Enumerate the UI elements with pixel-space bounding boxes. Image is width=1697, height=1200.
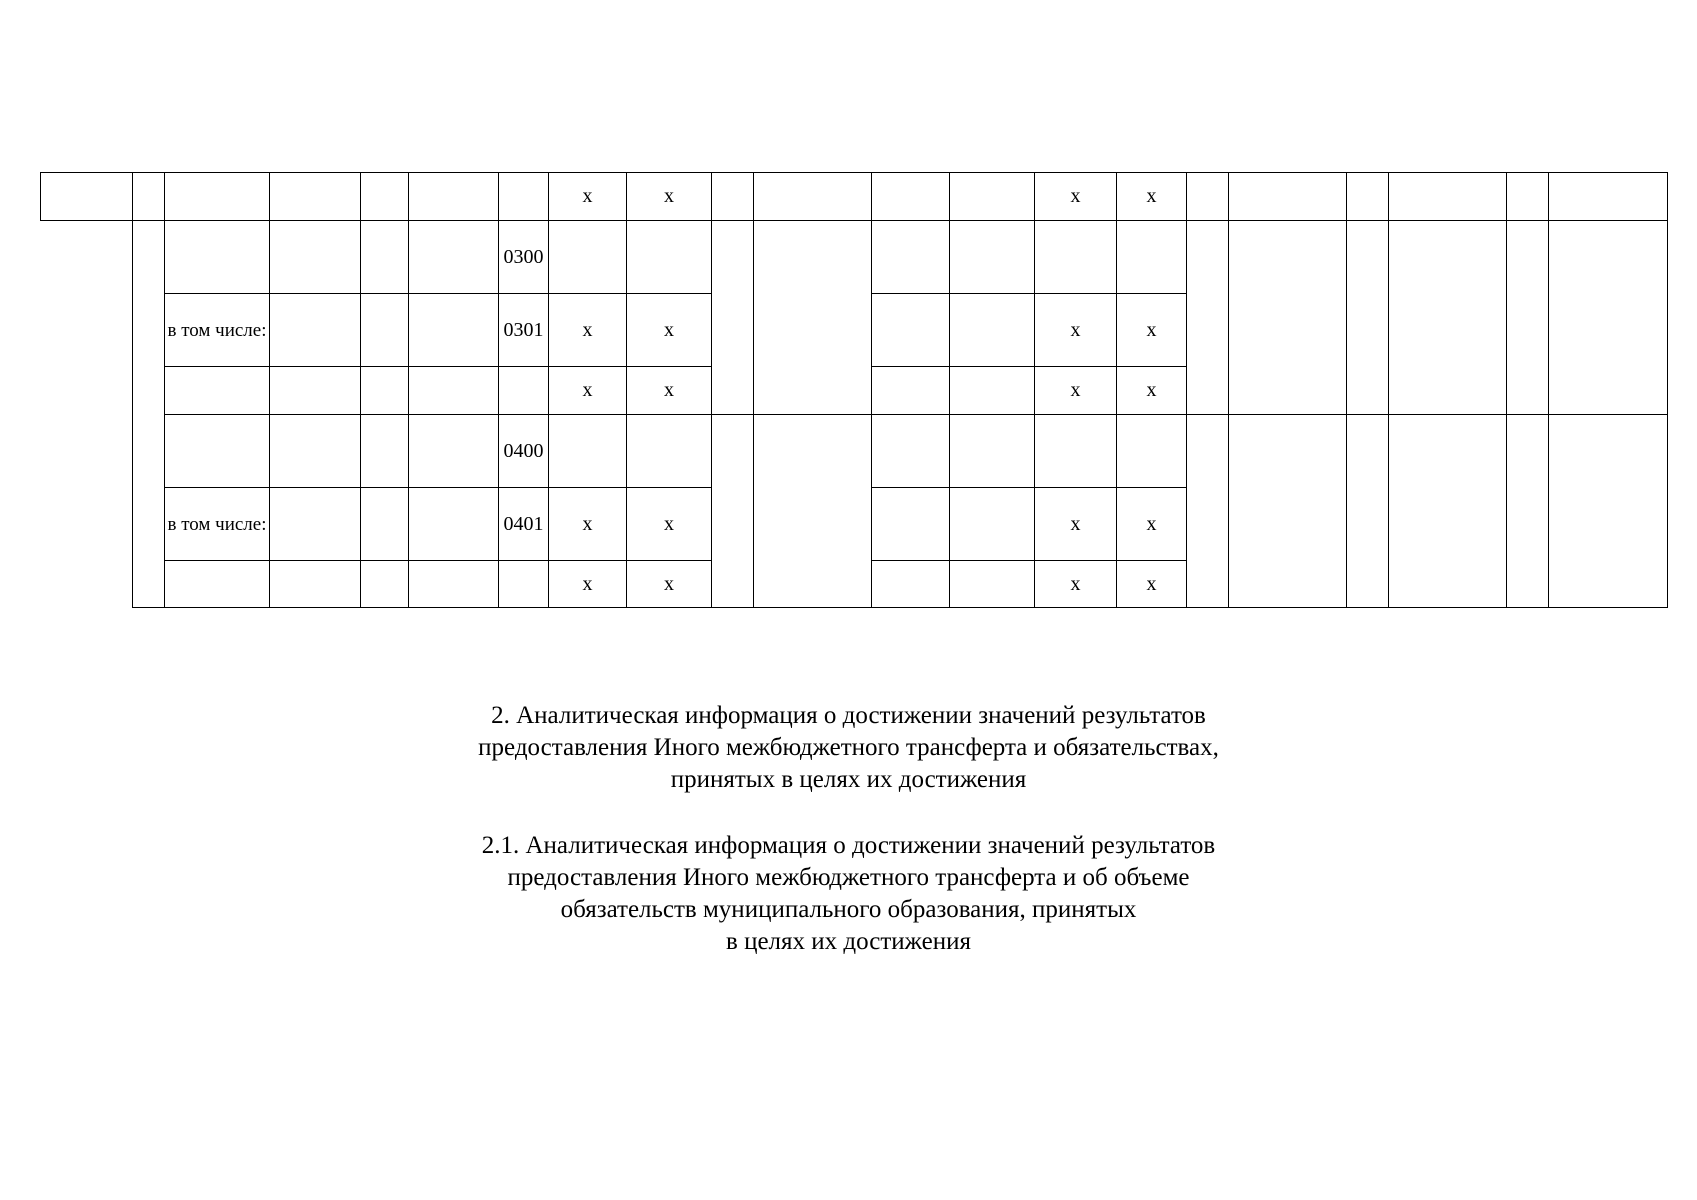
row-code-cell: 0401 [499, 488, 549, 561]
table-cell [1187, 173, 1229, 221]
table-cell [409, 221, 499, 294]
table-cell [872, 488, 950, 561]
x-cell: x [1117, 294, 1187, 367]
table-cell [1549, 221, 1668, 415]
table-cell [409, 367, 499, 415]
table-cell [950, 221, 1035, 294]
table-cell [1035, 415, 1117, 488]
table-cell [361, 294, 409, 367]
table-cell [1389, 415, 1507, 608]
table-cell [712, 173, 754, 221]
x-cell: x [1035, 561, 1117, 608]
table-cell [950, 561, 1035, 608]
row-code-cell: 0301 [499, 294, 549, 367]
table-cell [1347, 173, 1389, 221]
table-cell [872, 561, 950, 608]
heading-line: обязательств муниципального образования, принятых [560, 896, 1137, 923]
table-cell [165, 415, 270, 488]
section-2-1-heading [0, 830, 1697, 958]
table-cell [270, 173, 361, 221]
table-cell [409, 561, 499, 608]
table-cell [712, 221, 754, 415]
table-cell [1187, 221, 1229, 415]
table-cell [754, 415, 872, 608]
x-cell: x [1117, 367, 1187, 415]
table-cell [361, 221, 409, 294]
table-row [41, 221, 1668, 294]
x-cell: x [1117, 561, 1187, 608]
table-cell [754, 173, 872, 221]
x-cell: x [549, 294, 627, 367]
table-cell [549, 221, 627, 294]
x-cell: x [1035, 294, 1117, 367]
x-cell: x [627, 488, 712, 561]
table-cell [1229, 173, 1347, 221]
table-cell [133, 173, 165, 221]
table-cell [165, 221, 270, 294]
row-code-cell: 0400 [499, 415, 549, 488]
table-cell [270, 561, 361, 608]
x-cell: x [549, 561, 627, 608]
table-cell [409, 415, 499, 488]
table-cell [627, 221, 712, 294]
x-cell: x [627, 294, 712, 367]
including-label: в том числе: [165, 488, 270, 561]
table-cell [549, 415, 627, 488]
table-cell [872, 294, 950, 367]
table-cell [409, 294, 499, 367]
table-cell [754, 221, 872, 415]
table-cell [165, 173, 270, 221]
table-cell [499, 561, 549, 608]
table-cell [1187, 415, 1229, 608]
table-cell [409, 173, 499, 221]
section-2-heading [0, 700, 1697, 796]
table-cell [270, 488, 361, 561]
table-cell [1389, 221, 1507, 415]
table-cell [41, 221, 133, 608]
x-cell: x [549, 488, 627, 561]
table-row [41, 173, 1668, 221]
table-cell [165, 561, 270, 608]
x-cell: x [1035, 367, 1117, 415]
table-cell [1507, 173, 1549, 221]
table-cell [872, 415, 950, 488]
table-cell [712, 415, 754, 608]
heading-line: принятых в целях их достижения [670, 766, 1027, 793]
table-cell [409, 488, 499, 561]
table-cell: x [1117, 173, 1187, 221]
including-label: в том числе: [165, 294, 270, 367]
table-cell [270, 367, 361, 415]
table-cell [361, 367, 409, 415]
heading-line: предоставления Иного межбюджетного трансферта и об объеме [507, 864, 1190, 891]
table-cell [133, 221, 165, 608]
table-cell [165, 367, 270, 415]
table-cell [361, 488, 409, 561]
table-cell [361, 561, 409, 608]
table-cell [1389, 173, 1507, 221]
table-cell [499, 367, 549, 415]
table-cell [950, 488, 1035, 561]
table-cell [950, 173, 1035, 221]
x-cell: x [627, 561, 712, 608]
table-cell [270, 294, 361, 367]
table-cell [270, 221, 361, 294]
table-cell [872, 221, 950, 294]
table-cell [1117, 221, 1187, 294]
table-cell [950, 294, 1035, 367]
table-cell [1229, 415, 1347, 608]
x-cell: x [1035, 488, 1117, 561]
table-cell [499, 173, 549, 221]
table-cell [361, 173, 409, 221]
table-cell [872, 367, 950, 415]
table-cell: x [549, 173, 627, 221]
table-cell [872, 173, 950, 221]
table-cell [1117, 415, 1187, 488]
table-cell [1229, 221, 1347, 415]
table-cell [1347, 415, 1389, 608]
table-cell [1549, 173, 1668, 221]
table-cell: x [627, 173, 712, 221]
table-cell [950, 415, 1035, 488]
table-cell [270, 415, 361, 488]
x-cell: x [627, 367, 712, 415]
row-code-cell: 0300 [499, 221, 549, 294]
x-cell: x [549, 367, 627, 415]
table-cell [41, 173, 133, 221]
table-cell [1347, 221, 1389, 415]
table-cell [1035, 221, 1117, 294]
table-cell [1507, 221, 1549, 415]
heading-line: предоставления Иного межбюджетного трансферта и обязательствах, [478, 734, 1219, 761]
table-cell [1507, 415, 1549, 608]
x-cell: x [1117, 488, 1187, 561]
table-cell [950, 367, 1035, 415]
heading-line: 2. Аналитическая информация о достижении значений результатов [491, 702, 1206, 729]
table-row [41, 415, 1668, 488]
heading-line: 2.1. Аналитическая информация о достижении значений результатов [481, 832, 1216, 859]
table-cell [1549, 415, 1668, 608]
table-cell [361, 415, 409, 488]
heading-line: в целях их достижения [726, 928, 971, 955]
table-cell: x [1035, 173, 1117, 221]
table-cell [627, 415, 712, 488]
report-table [40, 172, 1668, 608]
